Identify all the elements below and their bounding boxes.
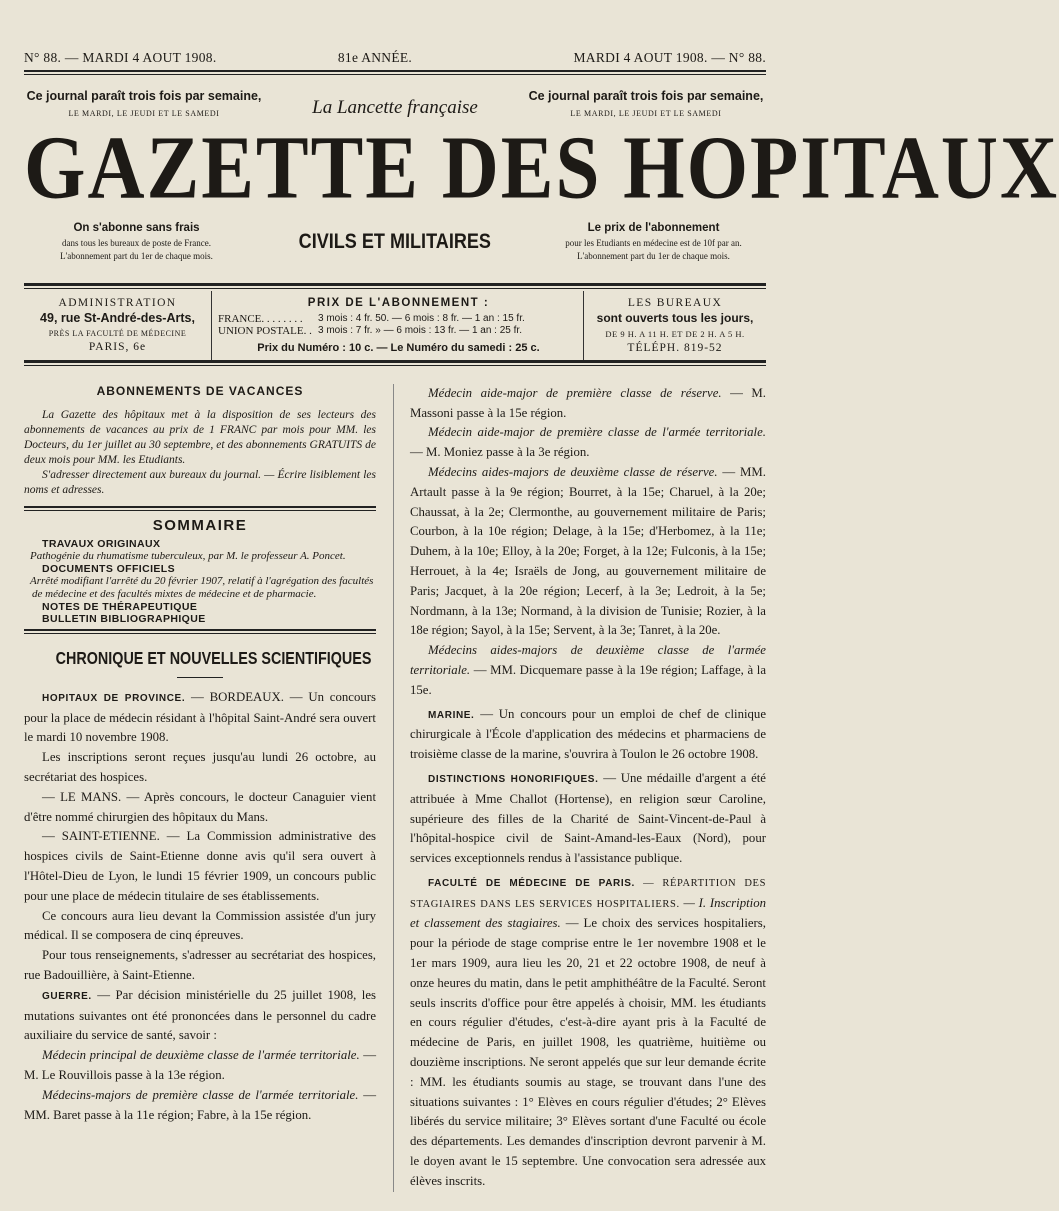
chronique-heading: CHRONIQUE ET NOUVELLES SCIENTIFIQUES <box>55 647 372 668</box>
text-inscription-title: — I. Inscription et classement des stagiaires. <box>410 895 767 931</box>
administration-box <box>24 291 766 360</box>
chronique-rule <box>24 629 376 634</box>
sommaire-bulletin: BULLETIN BIBLIOGRAPHIQUE <box>42 612 206 625</box>
sommaire-travaux-item: Pathogénie du rhumatisme tuberculeux, par M. le professeur A. Poncet. <box>30 549 346 562</box>
abonne-left <box>24 220 249 263</box>
publication-notes <box>24 89 766 119</box>
subscription-row <box>24 220 766 263</box>
chronique-saint-etienne: — SAINT-ETIENNE. — La Commission administrative des hospices civils de Saint-Etienne donne avis qu'il sera ouvert à l'Hôtel-Dieu de Lyon, le lundi 15 février 1909, un concours public pour une place de médecin titulaire de ses établissements. <box>24 829 376 903</box>
abonne-right-line1: pour les Etudiants en médecine est de 10f par an. <box>565 237 742 248</box>
lead-hopitaux: HOPITAUX DE PROVINCE. <box>42 692 186 704</box>
text-principal: — M. Le Rouvillois passe à la 13e région. <box>24 1048 376 1082</box>
sommaire-documents-item: Arrêté modifiant l'arrêté du 20 février 1907, relatif à l'agrégation des facultés de médecine et des facultés mixtes de médecine et de pharmacie. <box>30 574 374 600</box>
right-aide-major-reserve <box>410 384 766 424</box>
issue-left: N° 88. — MARDI 4 AOUT 1908. <box>24 50 217 65</box>
note-right-days: LE MARDI, LE JEUDI ET LE SAMEDI <box>570 109 722 118</box>
rank-principal: Médecin principal de deuxième classe de l'armée territoriale. <box>42 1048 360 1063</box>
sommaire-heading: SOMMAIRE <box>152 516 248 534</box>
text-bordeaux: — BORDEAUX. — Un concours pour la place de médecin résidant à l'hôpital Saint-André sera ouvert le mardi 10 novembre 1908. <box>24 689 376 745</box>
text-r4: — MM. Dicquemare passe à la 19e région; Laffage, à la 15e. <box>410 662 766 697</box>
chronique-concours: Ce concours aura lieu devant la Commission assistée d'un jury médical. Il se composera de cinq épreuves. <box>24 908 376 943</box>
administration-heading: ADMINISTRATION <box>58 296 177 309</box>
chronique-dash <box>177 677 223 678</box>
chronique-le-mans: — LE MANS. — Après concours, le docteur Canaguier vient d'être nommé chirurgien des hôpitaux du Mans. <box>24 789 376 824</box>
bureaux-line1: sont ouverts tous les jours, <box>596 310 754 325</box>
admin-top-rule <box>24 283 766 289</box>
sommaire <box>24 517 376 625</box>
note-left-days: LE MARDI, LE JEUDI ET LE SAMEDI <box>68 109 220 118</box>
abonne-right-line2: L'abonnement part du 1er de chaque mois. <box>577 250 730 261</box>
price-label: FRANCE. . . . . . . . <box>218 312 303 325</box>
right-distinctions <box>410 769 766 869</box>
note-right-text: Ce journal paraît trois fois par semaine, <box>528 89 764 103</box>
issue-strip <box>24 0 766 66</box>
text-distinctions: — Une médaille d'argent a été attribuée à Mme Challot (Hortense), en religion sœur Caroline, supérieure des filles de la Charité de Saint-Vincent-de-Paul à l'hôpital-hospice civil de Saint-Amand-les-Eaux (Nord), pour services exceptionnels rendus à l'assistance publique. <box>410 770 766 866</box>
price-numero: Prix du Numéro : 10 c. — Le Numéro du samedi : 25 c. <box>257 341 540 354</box>
bureaux-heading: LES BUREAUX <box>627 296 723 309</box>
abonne-left-title: On s'abonne sans frais <box>73 222 200 234</box>
lead-marine: MARINE. <box>428 709 475 721</box>
price-box <box>212 291 584 360</box>
newspaper-subtitle: CIVILS ET MILITAIRES <box>298 230 492 253</box>
top-rule <box>24 70 766 75</box>
sommaire-rule <box>24 506 376 511</box>
text-majors: — MM. Baret passe à la 11e région; Fabre, à la 15e région. <box>24 1087 376 1122</box>
sommaire-travaux: TRAVAUX ORIGINAUX <box>42 537 161 550</box>
vacances-instructions: S'adresser directement aux bureaux du journal. — Écrire lisiblement les noms et adresses. <box>24 468 376 496</box>
rank-r3: Médecins aides-majors de deuxième classe de réserve. <box>428 464 718 479</box>
administration <box>24 291 212 360</box>
chronique-principal <box>24 1046 376 1086</box>
right-aides-majors-reserve <box>410 463 766 641</box>
column-divider <box>393 384 394 1192</box>
lead-faculte: FACULTÉ DE MÉDECINE DE PARIS. <box>428 877 635 889</box>
lead-distinctions: DISTINCTIONS HONORIFIQUES. <box>428 773 599 785</box>
abonne-right <box>541 220 766 263</box>
vacances-heading: ABONNEMENTS DE VACANCES <box>96 383 304 398</box>
note-right <box>526 89 766 119</box>
issue-right: MARDI 4 AOUT 1908. — N° 88. <box>573 50 766 65</box>
rank-r2: Médecin aide-major de première classe de l'armée territoriale. <box>428 425 766 440</box>
right-faculte <box>410 873 766 1192</box>
price-row-union <box>218 325 579 337</box>
abonne-left-line1: dans tous les bureaux de poste de France. <box>62 237 211 248</box>
rank-r4: Médecins aides-majors de deuxième classe de l'armée territoriale. <box>410 643 766 677</box>
lead-guerre: GUERRE. <box>42 990 92 1002</box>
note-left-text: Ce journal paraît trois fois par semaine, <box>26 89 262 103</box>
right-column <box>410 384 766 1192</box>
bureaux <box>584 291 766 360</box>
article-columns <box>24 384 766 1192</box>
sommaire-documents: DOCUMENTS OFFICIELS <box>42 562 176 575</box>
right-aide-major-territoriale <box>410 423 766 463</box>
vacances-text: La Gazette des hôpitaux met à la disposition de ses lecteurs des abonnements de vacances au prix de 1 FRANC par mois pour MM. les Docteurs, du 1er juillet au 30 septembre, et des abonnements GRATUITS de deux mois pour MM. les Etudiants. <box>24 408 376 466</box>
left-column <box>24 384 376 1192</box>
administration-near: PRÈS LA FACULTÉ DE MÉDECINE <box>48 328 187 338</box>
price-value: 3 mois : 7 fr. » — 6 mois : 13 fr. — 1 an : 25 fr. <box>318 324 522 336</box>
note-left <box>24 89 264 119</box>
chronique-bordeaux <box>24 688 376 748</box>
price-row-france <box>218 313 579 325</box>
price-label: UNION POSTALE. . <box>218 324 312 337</box>
text-faculte: — Le choix des services hospitaliers, pour la période de stage comprise entre le 1er novembre 1908 et le 1er mars 1909, aura lieu les 20, 21 et 22 octobre 1908, de neuf à onze heures du matin, dans le petit amphithéâtre de la Faculté. Seront seuls inscrits d'office pour être appelés à choisir, MM. les étudiants en cours régulier d'études, c'est-à-dire ayant pris à la Faculté de médecine de Paris, en juillet 1908, les quatrième, huitième ou douzième inscriptions. Ne seront appelés que sur leur demande écrite : MM. les étudiants soumis au stage, se trouvant dans l'une des situations suivantes : 1° Elèves en cours régulier d'études; 2° Elèves libérés du service militaire; 3° Elèves sortant d'une Faculté ou école des départements. Les demandes d'inscription devront parvenir à M. le doyen avant le 15 septembre. Une convocation sera adressée aux élèves inscrits. <box>410 916 766 1188</box>
text-r2: — M. Moniez passe à la 3e région. <box>410 445 590 460</box>
administration-city: PARIS, 6e <box>88 340 147 353</box>
bureaux-hours: DE 9 H. A 11 H. ET DE 2 H. A 5 H. <box>605 328 745 339</box>
rank-majors: Médecins-majors de première classe de l'armée territoriale. <box>42 1087 359 1102</box>
admin-bottom-rule <box>24 360 766 366</box>
chronique-majors <box>24 1086 376 1126</box>
rank-r1: Médecin aide-major de première classe de réserve. <box>428 385 722 400</box>
right-aides-majors-territoriale <box>410 641 766 700</box>
text-marine: — Un concours pour un emploi de chef de clinique chirurgicale à l'École d'application des médecins et pharmaciens de troisième classe de la marine, s'ouvrira à Toulon le 26 octobre 1908. <box>410 706 766 762</box>
abonne-right-title: Le prix de l'abonnement <box>587 222 720 234</box>
abonne-left-line2: L'abonnement part du 1er de chaque mois. <box>60 250 213 261</box>
right-marine <box>410 705 766 765</box>
text-guerre: — Par décision ministérielle du 25 juillet 1908, les mutations suivantes ont été prononcées dans le personnel du cadre auxiliaire du service de santé, savoir : <box>24 987 376 1043</box>
vacances-box <box>24 408 376 498</box>
bureaux-phone: TÉLÉPH. 819-52 <box>627 341 723 354</box>
chronique-guerre <box>24 986 376 1046</box>
text-r1: — M. Massoni passe à la 15e région. <box>410 385 767 420</box>
administration-address: 49, rue St-André-des-Arts, <box>40 310 195 325</box>
newspaper-title: GAZETTE DES HOPITAUX <box>24 118 1059 219</box>
text-r3: — MM. Artault passe à la 9e région; Bourret, à la 15e; Charuel, à la 20e; Chaussat, à la 2e; Clermonthe, au gouvernement militaire de Paris; Courbon, à la 10e région; Delage, à la 15e; d'Herbomez, à la 11e; Duhem, à la 10e; Elloy, à la 20e; Forget, à la 12e; Fulconis, à la 15e; Herrouet, à la 4e; Israëls de Jong, au gouvernement militaire de Paris; Jacquet, à la 20e région; Lecerf, à la 3e; Ledroit, à la 5e; Nordmann, à la 13e; Normand, à la division de Tunisie; Rozier, à la 18e région; Sayol, à la 15e; Servent, à la 3e; Tanret, à la 20e. <box>410 464 767 638</box>
price-heading: PRIX DE L'ABONNEMENT : <box>307 296 490 309</box>
lancette-francaise: La Lancette française <box>312 97 478 118</box>
sommaire-notes: NOTES DE THÉRAPEUTIQUE <box>42 600 198 613</box>
chronique-renseignements: Pour tous renseignements, s'adresser au secrétariat des hospices, rue Badouillière, à Saint-Etienne. <box>24 948 376 982</box>
issue-year: 81e ANNÉE. <box>337 50 413 65</box>
price-value: 3 mois : 4 fr. 50. — 6 mois : 8 fr. — 1 an : 15 fr. <box>318 312 525 324</box>
chronique-inscriptions: Les inscriptions seront reçues jusqu'au lundi 26 octobre, au secrétariat des hospices. <box>24 750 376 784</box>
lead-repartition: — RÉPARTITION DES STAGIAIRES DANS LES SERVICES HOSPITALIERS. <box>410 877 767 910</box>
